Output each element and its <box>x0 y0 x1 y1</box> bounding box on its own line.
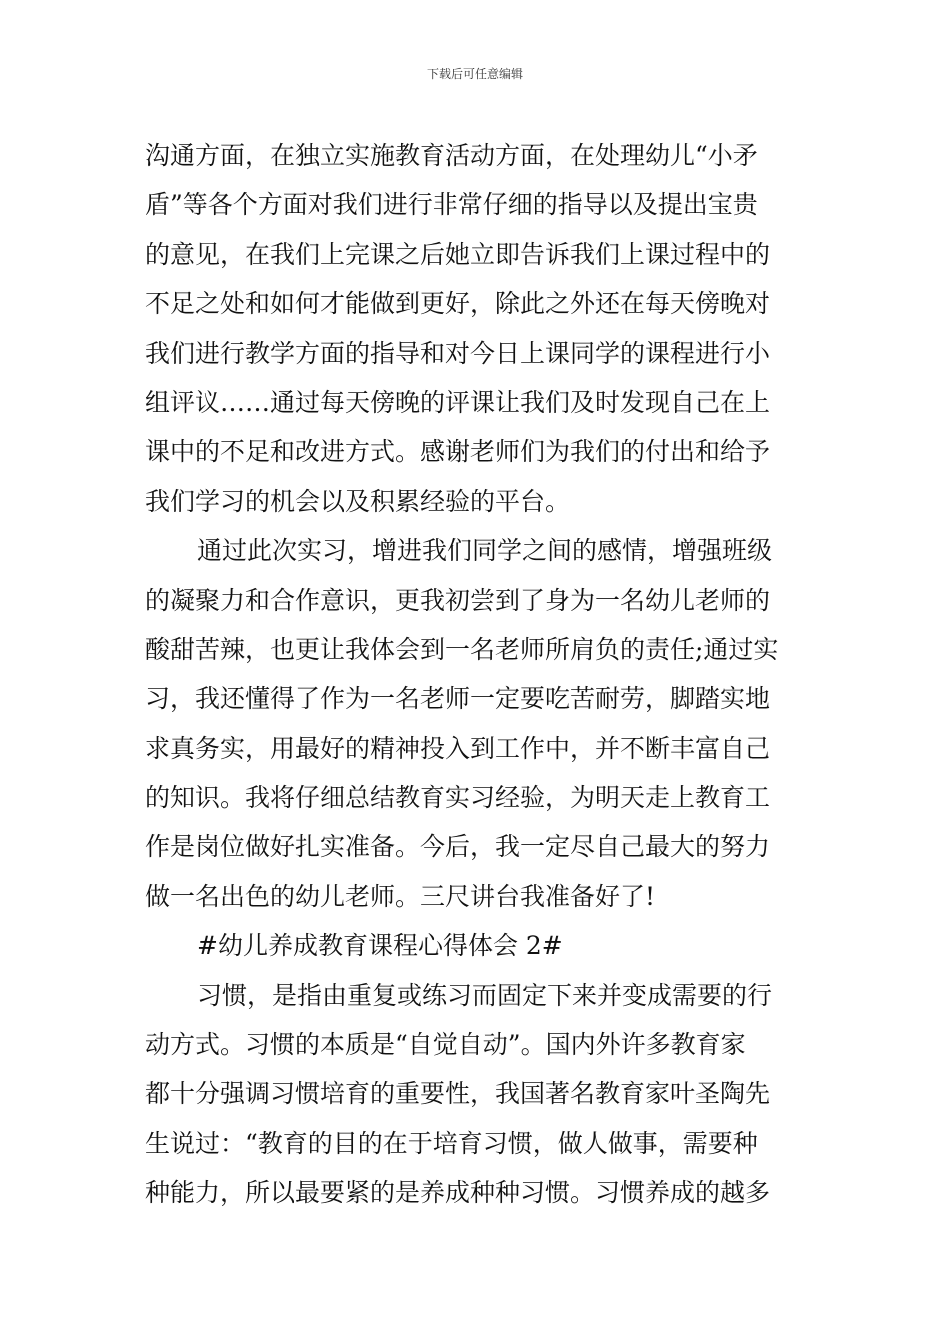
text-line: 组评议……通过每天傍晚的评课让我们及时发现自己在上 <box>145 387 771 417</box>
paragraph-start-line: 通过此次实习，增进我们同学之间的感情，增强班级 <box>197 536 773 566</box>
text-line: 不足之处和如何才能做到更好，除此之外还在每天傍晚对 <box>145 289 771 319</box>
text-line: 的意见，在我们上完课之后她立即告诉我们上课过程中的 <box>145 239 771 269</box>
text-line: 盾”等各个方面对我们进行非常仔细的指导以及提出宝贵 <box>145 190 758 220</box>
text-line: 动方式。习惯的本质是“自觉自动”。国内外许多教育家 <box>145 1030 746 1060</box>
text-line: 的知识。我将仔细总结教育实习经验，为明天走上教育工 <box>145 783 771 813</box>
text-line: 作是岗位做好扎实准备。今后，我一定尽自己最大的努力 <box>145 832 771 862</box>
text-line: 我们学习的机会以及积累经验的平台。 <box>145 486 571 516</box>
text-line: 都十分强调习惯培育的重要性，我国著名教育家叶圣陶先 <box>145 1079 771 1109</box>
text-line: 生说过：“教育的目的在于培育习惯，做人做事，需要种 <box>145 1128 758 1158</box>
text-line: 的凝聚力和合作意识，更我初尝到了身为一名幼儿老师的 <box>145 585 771 615</box>
text-line: 做一名出色的幼儿老师。三尺讲台我准备好了! <box>145 881 656 911</box>
header-note: 下载后可任意编辑 <box>426 67 523 81</box>
text-line: 我们进行教学方面的指导和对今日上课同学的课程进行小 <box>145 338 771 368</box>
paragraph-start-line: 习惯，是指由重复或练习而固定下来并变成需要的行 <box>197 980 773 1010</box>
text-line: 习，我还懂得了作为一名老师一定要吃苦耐劳，脚踏实地 <box>145 684 771 714</box>
section-heading: #幼儿养成教育课程心得体会 2# <box>197 931 563 961</box>
text-line: 酸甜苦辣，也更让我体会到一名老师所肩负的责任;通过实 <box>145 634 779 664</box>
text-line: 沟通方面，在独立实施教育活动方面，在处理幼儿“小矛 <box>145 141 758 170</box>
text-line: 种能力，所以最要紧的是养成种种习惯。习惯养成的越多 <box>145 1178 771 1208</box>
document-body <box>145 131 807 1218</box>
text-line: 求真务实，用最好的精神投入到工作中，并不断丰富自己 <box>145 733 771 763</box>
text-line: 课中的不足和改进方式。感谢老师们为我们的付出和给予 <box>145 437 771 467</box>
